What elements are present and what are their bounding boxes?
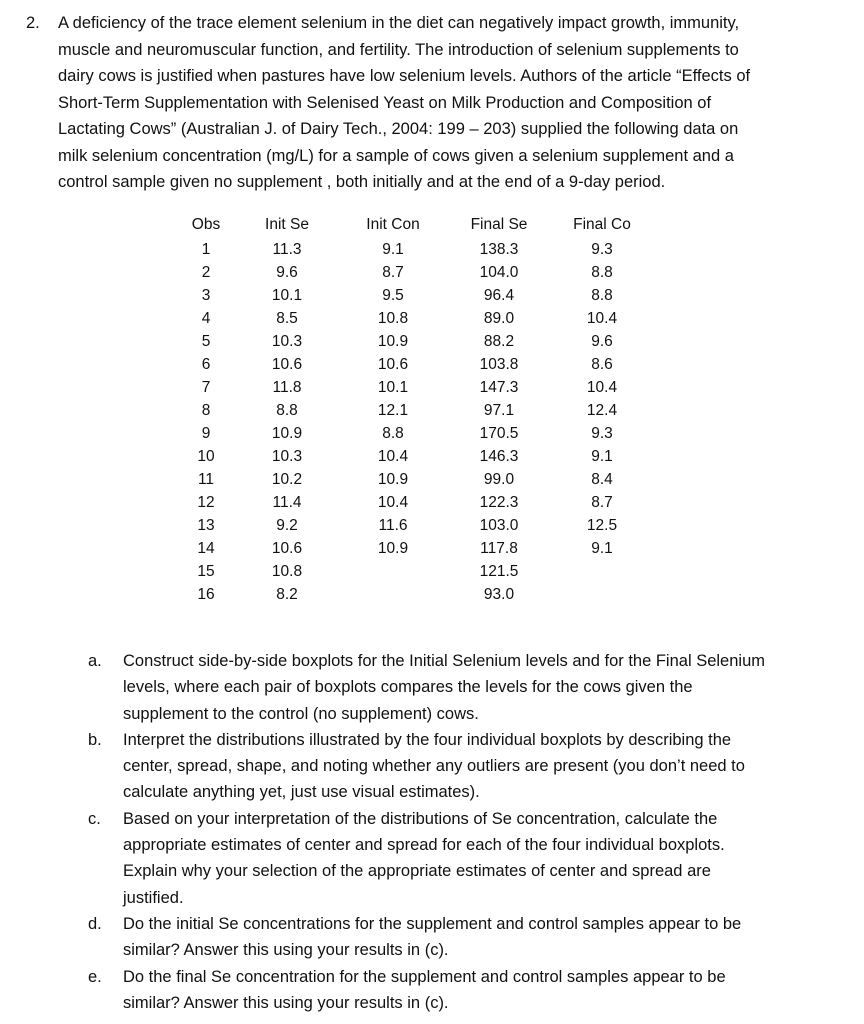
question-line: Construct side-by-side boxplots for the Initial Selenium levels and for the Final Selenium xyxy=(123,652,765,670)
cell-init-se: 8.2 xyxy=(276,585,298,603)
cell-obs: 10 xyxy=(197,447,215,465)
table-row xyxy=(178,491,652,514)
question-line: center, spread, shape, and noting whether any outliers are present (you don’t need to xyxy=(123,757,745,776)
cell-final-co: 8.4 xyxy=(591,470,613,488)
intro-line: control sample given no supplement , both initially and at the end of a 9-day period. xyxy=(58,173,666,191)
question-line: supplement to the control (no supplement) cows. xyxy=(123,704,479,723)
header-final-se: Final Se xyxy=(470,216,528,233)
question-line: Based on your interpretation of the distributions of Se concentration, calculate the xyxy=(123,809,718,828)
cell-final-co: 8.7 xyxy=(591,493,613,511)
question-letter: c. xyxy=(88,809,101,828)
cell-final-se: 103.8 xyxy=(479,355,519,373)
question-letter: a. xyxy=(88,652,102,670)
cell-init-se: 11.8 xyxy=(272,378,302,396)
cell-final-co xyxy=(552,583,652,606)
cell-obs: 15 xyxy=(197,562,215,580)
cell-final-se: 93.0 xyxy=(483,585,515,603)
cell-init-con: 10.9 xyxy=(377,470,409,488)
cell-final-se: 170.5 xyxy=(479,424,519,442)
table-row xyxy=(178,537,652,560)
question-line: Do the final Se concentration for the supplement and control samples appear to be xyxy=(123,967,726,986)
question-letter: e. xyxy=(88,967,102,986)
cell-init-con: 8.7 xyxy=(382,263,404,281)
cell-init-con: 10.9 xyxy=(377,539,409,557)
cell-final-co xyxy=(552,560,652,583)
cell-final-co: 9.1 xyxy=(591,539,613,557)
cell-obs: 12 xyxy=(197,493,215,511)
cell-init-con xyxy=(340,583,446,606)
table-row xyxy=(178,238,652,261)
question-line: similar? Answer this using your results in (c). xyxy=(123,993,449,1012)
cell-init-se: 10.1 xyxy=(271,286,303,304)
question-line: Explain why your selection of the appropriate estimates of center and spread are xyxy=(123,862,711,881)
cell-final-co: 9.1 xyxy=(591,447,613,465)
cell-obs: 6 xyxy=(201,355,211,373)
intro-line: dairy cows is justified when pastures have low selenium levels. Authors of the article “Effects of xyxy=(58,67,751,85)
question-line: calculate anything yet, just use visual estimates). xyxy=(123,783,480,802)
intro-line: milk selenium concentration (mg/L) for a sample of cows given a selenium supplement and a xyxy=(58,146,734,165)
table-row xyxy=(178,445,652,468)
cell-obs: 9 xyxy=(201,424,211,442)
cell-obs: 5 xyxy=(201,332,211,350)
cell-final-se: 97.1 xyxy=(483,401,515,419)
cell-final-se: 122.3 xyxy=(479,493,519,511)
question-b xyxy=(88,727,848,806)
cell-init-con: 10.9 xyxy=(377,332,409,350)
cell-final-se: 104.0 xyxy=(479,263,519,281)
cell-init-se: 10.2 xyxy=(271,470,303,488)
problem-intro xyxy=(58,10,858,196)
question-line: similar? Answer this using your results in (c). xyxy=(123,941,449,960)
cell-obs: 3 xyxy=(201,286,211,304)
cell-init-se: 10.8 xyxy=(271,562,303,580)
cell-init-se: 9.6 xyxy=(276,263,298,281)
question-line: justified. xyxy=(123,888,184,907)
problem-number: 2. xyxy=(26,14,40,32)
cell-final-se: 138.3 xyxy=(479,240,519,258)
header-init-con: Init Con xyxy=(366,216,420,233)
cell-obs: 8 xyxy=(201,401,211,419)
cell-init-con: 8.8 xyxy=(382,424,404,442)
question-c xyxy=(88,806,848,911)
question-a xyxy=(88,648,848,727)
cell-init-se: 8.8 xyxy=(276,401,298,419)
cell-final-se: 147.3 xyxy=(479,378,519,396)
cell-init-se: 10.3 xyxy=(271,332,303,350)
cell-init-con: 10.8 xyxy=(377,309,409,327)
cell-final-co: 8.6 xyxy=(591,355,613,373)
intro-line: Short-Term Supplementation with Selenised Yeast on Milk Production and Composition of xyxy=(58,93,712,112)
cell-final-co: 8.8 xyxy=(591,286,613,304)
cell-final-se: 96.4 xyxy=(483,286,515,304)
table-row xyxy=(178,284,652,307)
cell-init-con: 10.1 xyxy=(377,378,409,396)
cell-final-co: 9.3 xyxy=(591,424,613,442)
table-row xyxy=(178,353,652,376)
cell-init-se: 9.2 xyxy=(276,516,298,534)
cell-final-se: 146.3 xyxy=(479,447,519,465)
cell-obs: 14 xyxy=(197,539,215,557)
table-row xyxy=(178,560,652,583)
question-list xyxy=(88,648,848,1016)
cell-init-con xyxy=(340,560,446,583)
cell-init-con: 11.6 xyxy=(378,516,408,534)
cell-init-con: 10.6 xyxy=(377,355,409,373)
cell-obs: 13 xyxy=(197,516,215,534)
cell-init-con: 9.5 xyxy=(382,286,404,304)
question-line: Interpret the distributions illustrated by the four individual boxplots by describing the xyxy=(123,730,732,749)
table-header-row xyxy=(178,212,652,238)
cell-final-co: 9.6 xyxy=(591,332,613,350)
question-d xyxy=(88,911,848,964)
cell-init-con: 10.4 xyxy=(377,447,409,465)
table-row xyxy=(178,330,652,353)
cell-obs: 4 xyxy=(201,309,211,327)
question-line: appropriate estimates of center and spread for each of the four individual boxplots. xyxy=(123,836,725,855)
cell-init-se: 11.3 xyxy=(272,240,302,258)
cell-init-se: 10.3 xyxy=(271,447,303,465)
cell-obs: 7 xyxy=(201,378,211,396)
table-row xyxy=(178,376,652,399)
question-line: Do the initial Se concentrations for the supplement and control samples appear to be xyxy=(123,914,742,933)
cell-final-se: 117.8 xyxy=(480,539,518,557)
cell-init-con: 12.1 xyxy=(377,401,409,419)
selenium-data-table xyxy=(178,212,652,606)
cell-init-se: 10.9 xyxy=(271,424,303,442)
cell-obs: 16 xyxy=(197,585,215,603)
table-row xyxy=(178,261,652,284)
cell-init-se: 11.4 xyxy=(272,493,302,511)
cell-final-se: 103.0 xyxy=(479,516,519,534)
cell-init-se: 8.5 xyxy=(276,309,298,327)
header-obs: Obs xyxy=(191,216,221,233)
cell-final-co: 10.4 xyxy=(586,378,618,396)
table-row xyxy=(178,399,652,422)
cell-final-se: 99.0 xyxy=(483,470,515,488)
cell-init-con: 10.4 xyxy=(377,493,409,511)
cell-obs: 2 xyxy=(201,263,211,281)
cell-init-se: 10.6 xyxy=(271,355,303,373)
intro-line: Lactating Cows” (Australian J. of Dairy Tech., 2004: 199 – 203) supplied the following data on xyxy=(58,120,739,138)
cell-obs: 11 xyxy=(197,470,215,488)
cell-final-co: 8.8 xyxy=(591,263,613,281)
question-line: levels, where each pair of boxplots compares the levels for the cows given the xyxy=(123,678,693,697)
cell-final-se: 121.5 xyxy=(479,562,519,580)
question-letter: d. xyxy=(88,914,102,933)
question-letter: b. xyxy=(88,730,102,749)
table-row xyxy=(178,583,652,606)
header-init-se: Init Se xyxy=(265,216,309,233)
cell-final-co: 12.4 xyxy=(586,401,618,419)
cell-obs: 1 xyxy=(201,240,211,258)
header-final-co: Final Co xyxy=(573,216,631,233)
cell-final-se: 88.2 xyxy=(483,332,515,350)
table-row xyxy=(178,422,652,445)
cell-final-co: 9.3 xyxy=(591,240,613,258)
intro-line: muscle and neuromuscular function, and fertility. The introduction of selenium supplements to xyxy=(58,40,739,59)
cell-final-co: 12.5 xyxy=(586,516,618,534)
intro-line: A deficiency of the trace element selenium in the diet can negatively impact growth, immunity, xyxy=(58,14,740,32)
table-row xyxy=(178,514,652,537)
cell-final-co: 10.4 xyxy=(586,309,618,327)
table-row xyxy=(178,468,652,491)
cell-final-se: 89.0 xyxy=(483,309,515,327)
question-e xyxy=(88,964,848,1017)
cell-init-se: 10.6 xyxy=(271,539,303,557)
table-row xyxy=(178,307,652,330)
cell-init-con: 9.1 xyxy=(382,240,404,258)
